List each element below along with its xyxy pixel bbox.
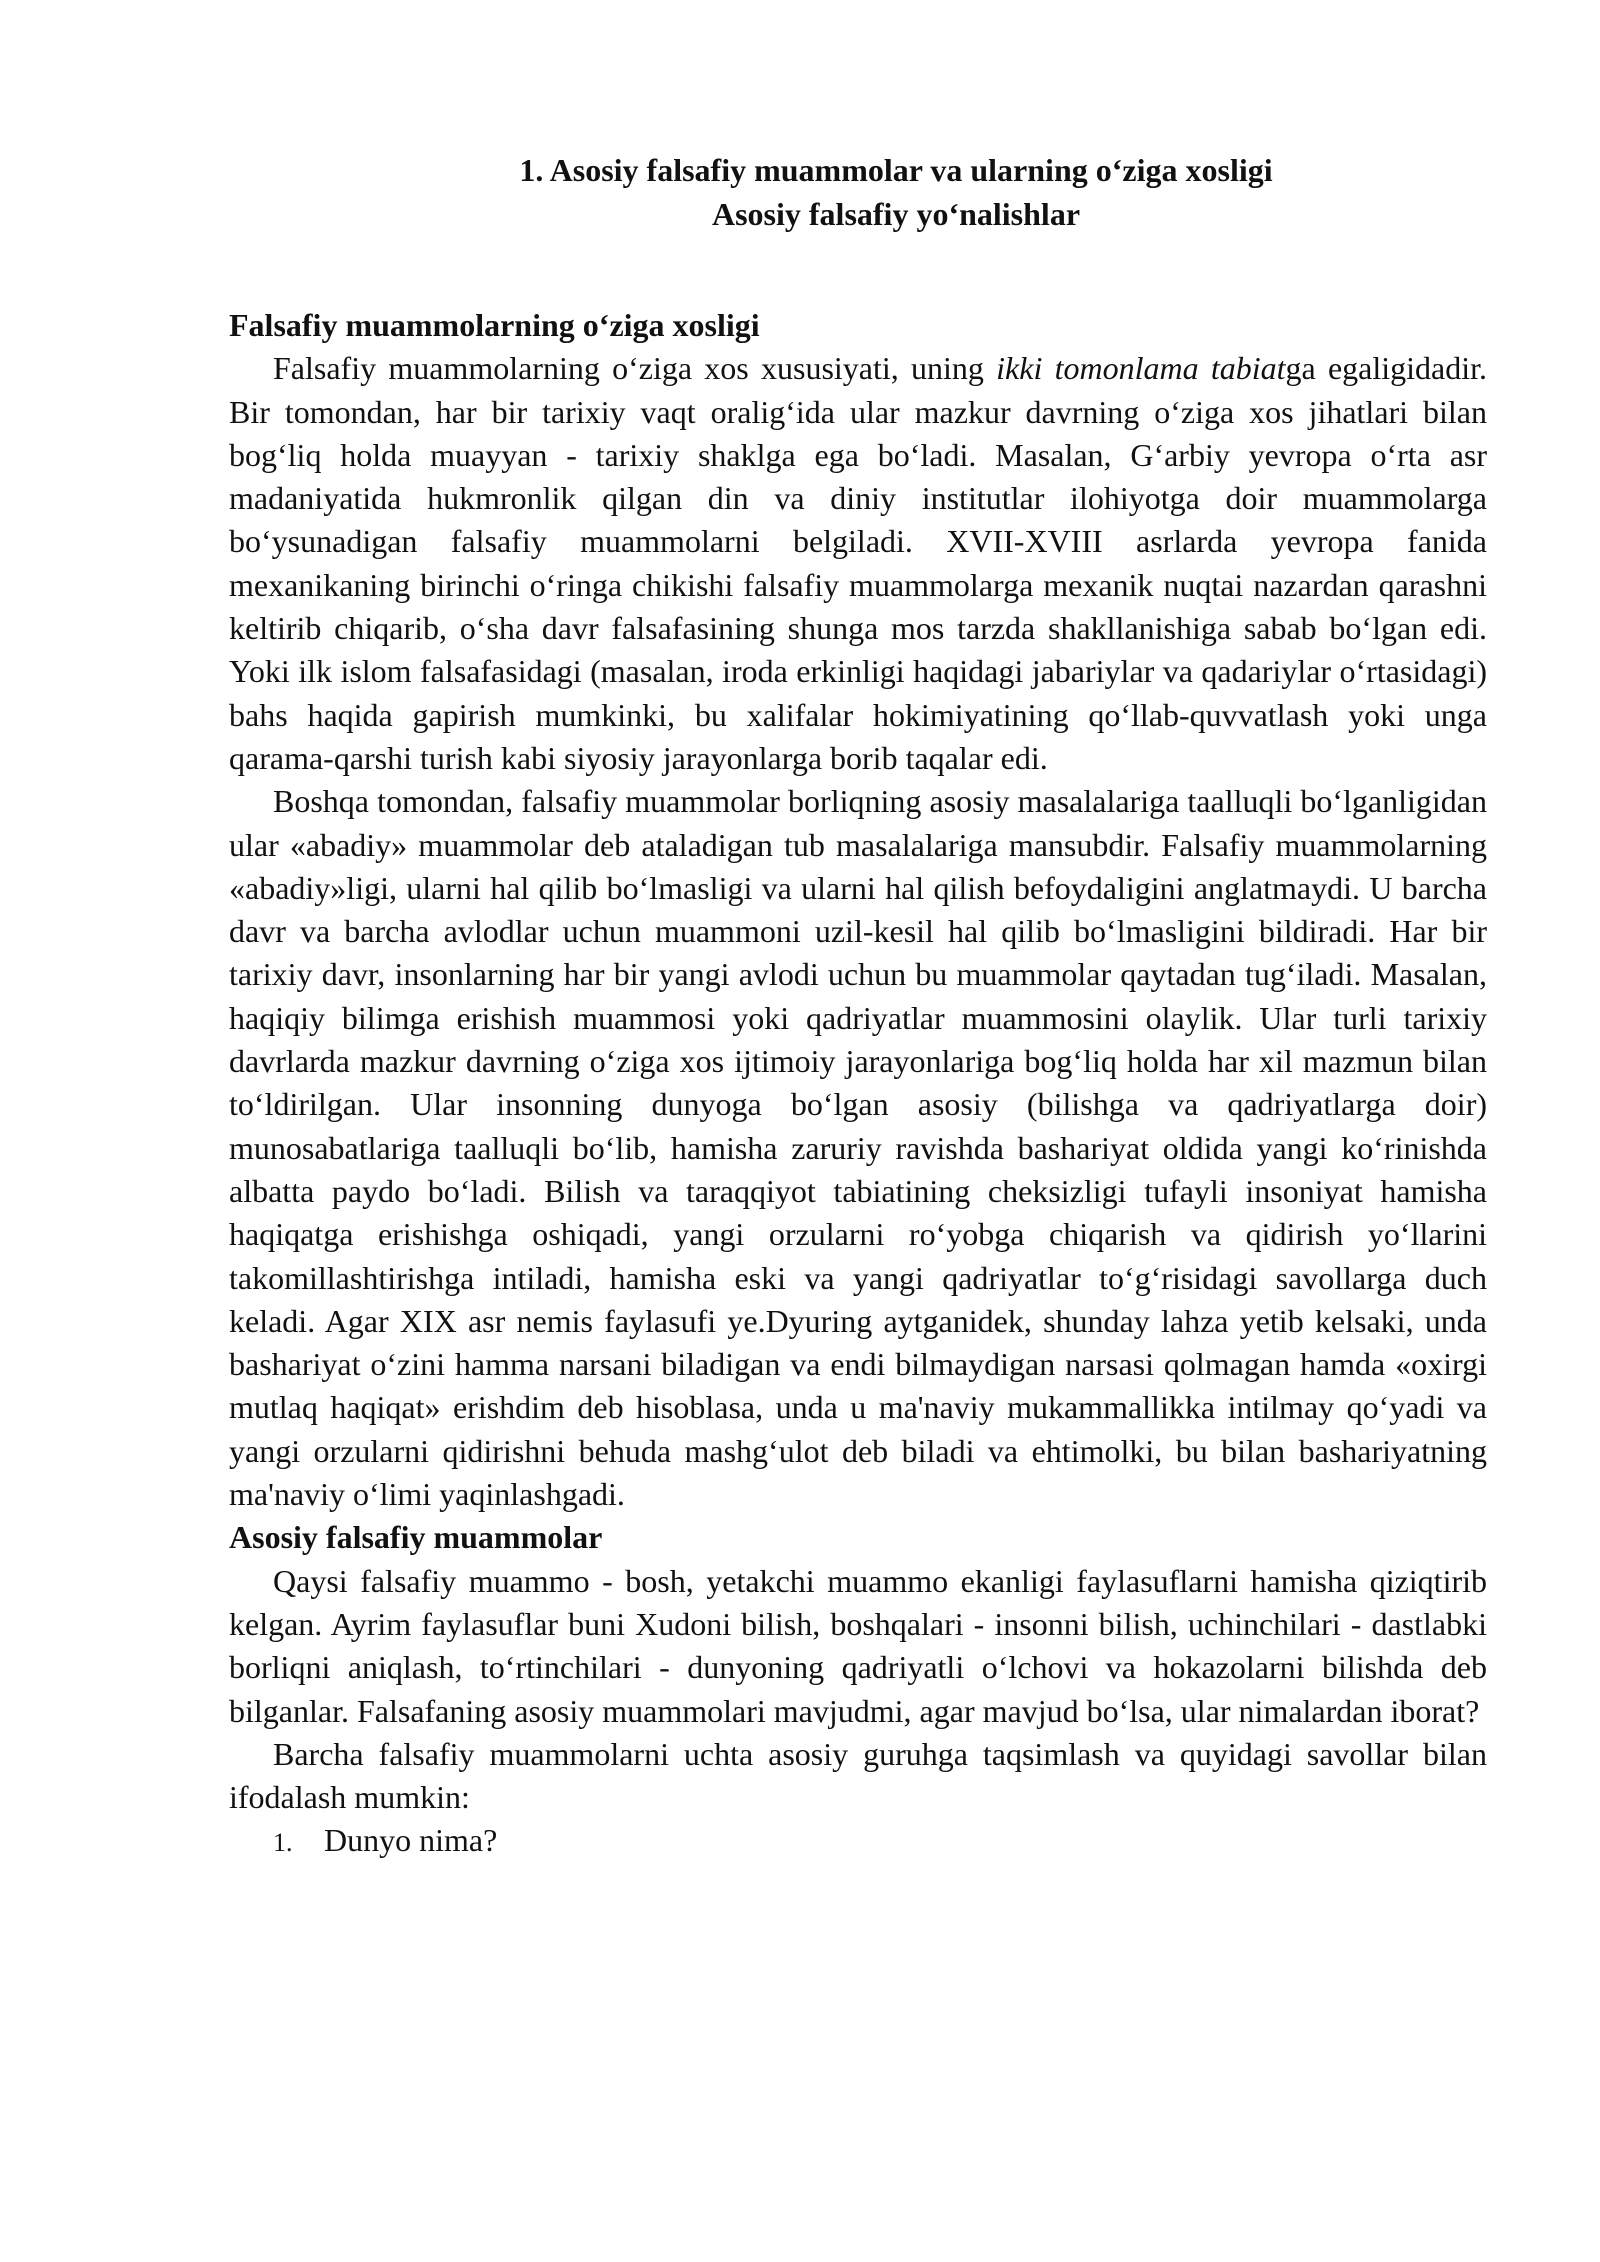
title-line-2: Asosiy falsafiy yo‘nalishlar <box>711 196 1081 232</box>
list-item <box>229 1819 1487 1864</box>
paragraph-three-groups: Barcha falsafiy muammolarni uchta asosiy guruhga taqsimlash va quyidagi savollar bilan ifodalash mumkin: <box>229 1735 1487 1816</box>
list-text: Dunyo nima? <box>324 1822 498 1859</box>
paragraph-dual-nature <box>229 347 1487 780</box>
title-spacer <box>229 236 1487 304</box>
section-heading-uniqueness: Falsafiy muammolarning o‘ziga xosligi <box>229 307 760 343</box>
paragraph-text: ga egaligidadir. Bir tomondan, har bir tarixiy vaqt oralig‘ida ular mazkur davrning o‘ziga xos jihatlari bilan bog‘liq holda muayyan - tarixiy shaklga ega bo‘ladi. Masalan, G‘arbiy yevropa o‘rta asr madaniyatida hukmronlik qilgan din va diniy institutlar ilohiyotga doir muammolarga bo‘ysunadigan falsafiy muammolarni belgiladi. XVII-XVIII asrlarda yevropa fanida mexanikaning birinchi o‘ringa chikishi falsafiy muammolarga mexanik nuqtai nazardan qarashni keltirib chiqarib, o‘sha davr falsafasining shunga mos tarzda shakllanishiga sabab bo‘lgan edi. Yoki ilk islom falsafasidagi (masalan, iroda erkinligi haqidagi jabariylar va qadariylar o‘rtasidagi) bahs haqida gapirish mumkinki, bu xalifalar hokimiyatining qo‘llab-quvvatlash yoki unga qarama-qarshi turish kabi siyosiy jarayonlarga borib taqalar edi. <box>229 350 1488 776</box>
list-number: 1. <box>273 1828 293 1858</box>
title-line-1: 1. Asosiy falsafiy muammolar va ularning o‘ziga xosligi <box>519 152 1273 188</box>
paragraph-text: Falsafiy muammolarning o‘ziga xos xususiyati, uning <box>273 350 997 387</box>
paragraph-eternal-problems: Boshqa tomondan, falsafiy muammolar borliqning asosiy masalalariga taalluqli bo‘lganligidan ular «abadiy» muammolar deb ataladigan tub masalalariga mansubdir. Falsafiy muammolarning «abadiy»ligi, ularni hal qilib bo‘lmasligi va ularni hal qilish befoydaligini anglatmaydi. U barcha davr va barcha avlodlar uchun muammoni uzil-kesil hal qilib bo‘lmasligini bildiradi. Har bir tarixiy davr, insonlarning har bir yangi avlodi uchun bu muammolar qaytadan tug‘iladi. Masalan, haqiqiy bilimga erishish muammosi yoki qadriyatlar muammosini olaylik. Ular turli tarixiy davrlarda mazkur davrning o‘ziga xos ijtimoiy jarayonlariga bog‘liq holda har xil mazmun bilan to‘ldirilgan. Ular insonning dunyoga bo‘lgan asosiy (bilishga va qadriyatlarga doir) munosabatlariga taalluqli bo‘lib, hamisha zaruriy ravishda bashariyat oldida yangi ko‘rinishda albatta paydo bo‘ladi. Bilish va taraqqiyot tabiatining cheksizligi tufayli insoniyat hamisha haqiqatga erishishga oshiqadi, yangi orzularni ro‘yobga chiqarish va qidirish yo‘llarini takomillashtirishga intiladi, hamisha eski va yangi qadriyatlar to‘g‘risidagi savollarga duch keladi. Agar XIX asr nemis faylasufi ye.Dyuring aytganidek, shunday lahza yetib kelsaki, unda bashariyat o‘zini hamma narsani biladigan va endi bilmaydigan narsasi qolmagan hamda «oxirgi mutlaq haqiqat» erishdim deb hisoblasa, unda u ma'naviy mukammallikka intilmay qo‘yadi va yangi orzularni qidirishni behuda mashg‘ulot deb biladi va ehtimolki, bu bilan bashariyatning ma'naviy o‘limi yaqinlashgadi. <box>229 783 1487 1513</box>
document-title <box>229 148 1487 236</box>
italic-term: ikki tomonlama tabiat <box>996 350 1286 387</box>
paragraph-main-problem: Qaysi falsafiy muammo - bosh, yetakchi muammo ekanligi faylasuflarni hamisha qiziqtirib kelgan. Ayrim faylasuflar buni Xudoni bilish, boshqalari - insonni bilish, uchinchilari - dastlabki borliqni aniqlash, to‘rtinchilari - dunyoning qadriyatli o‘lchovi va hokazolarni bilishda deb bilganlar. Falsafaning asosiy muammolari mavjudmi, agar mavjud bo‘lsa, ular nimalardan iborat? <box>229 1562 1487 1729</box>
section-heading-main-problems: Asosiy falsafiy muammolar <box>229 1519 603 1556</box>
document-page <box>229 148 1487 1865</box>
